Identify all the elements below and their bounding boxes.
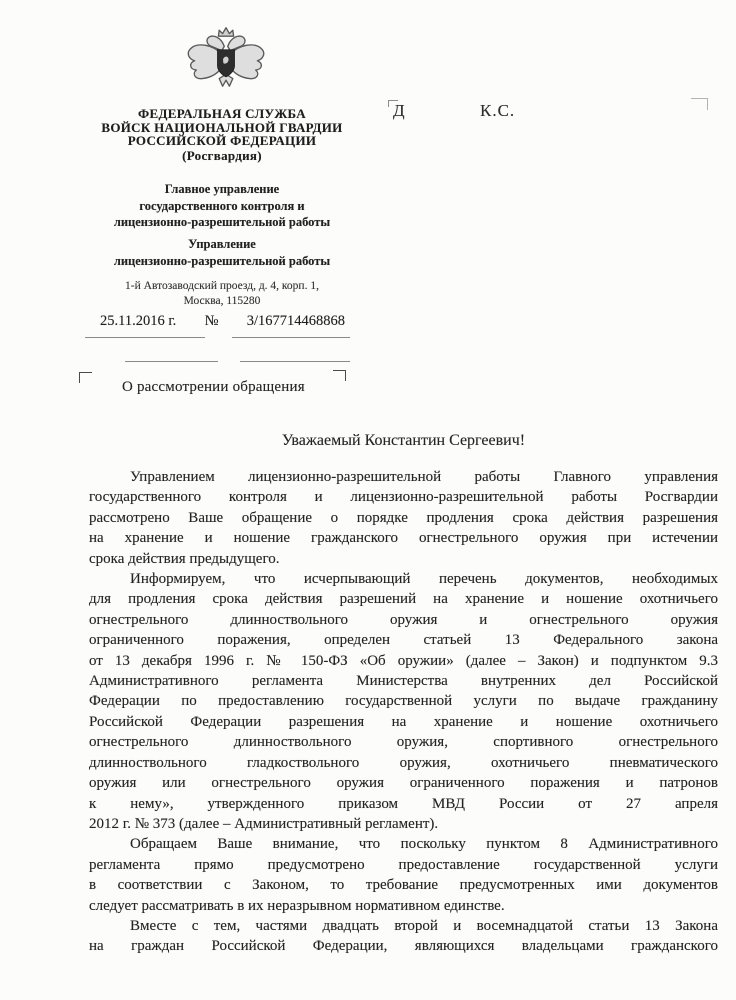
sender-address-line: Москва, 115280 <box>183 295 261 307</box>
text-line: Управлением лицензионно-разрешительной работы Главного управления <box>130 469 718 485</box>
text-line: регламента прямо предусмотрено предоставление государственной услуги <box>89 856 718 873</box>
addressee-corner-mark-right <box>691 98 708 110</box>
agency-name-line: РОССИЙСКОЙ ФЕДЕРАЦИИ <box>127 133 317 148</box>
text-line: срока действия предыдущего. <box>89 550 280 567</box>
text-line: Федерации по предоставлению государственной услуги по выдаче гражданину <box>89 693 718 710</box>
outgoing-date: 25.11.2016 г. <box>100 313 177 329</box>
text-line: длинноствольного гладкоствольного оружия, охотничьего пневматического <box>89 754 718 771</box>
text-line: на хранение и ношение гражданского огнестрельного оружия при истечении <box>89 530 718 547</box>
number-underline <box>232 337 350 338</box>
paragraph <box>89 834 718 916</box>
paragraph <box>89 467 718 569</box>
outgoing-number: 3/167714468868 <box>246 313 345 329</box>
date-underline <box>85 337 205 338</box>
text-line: Обращаем Ваше внимание, что поскольку пунктом 8 Административного <box>130 836 718 853</box>
agency-short-name: (Росгвардия) <box>182 147 262 163</box>
text-line: 2012 г. № 373 (далее – Административный регламент). <box>89 815 439 832</box>
addressee-name-fragment: Д <box>393 101 405 120</box>
sender-address-line: 1-й Автозаводский проезд, д. 4, корп. 1, <box>125 280 319 292</box>
number-sign: № <box>204 313 219 329</box>
body-paragraphs <box>89 467 718 957</box>
directorate-line: Управление <box>188 237 256 251</box>
text-line: для продления срока действия разрешений на хранение и ношение охотничьего <box>89 591 718 608</box>
subject-line: О рассмотрении обращения <box>122 379 305 395</box>
text-line: Административного регламента Министерства внутренних дел Российской <box>89 673 718 690</box>
text-line: в соответствии с Законом, то требование предусмотренных ими документов <box>89 877 718 894</box>
subject-corner-mark-left <box>79 372 92 383</box>
text-line: на граждан Российской Федерации, являющихся владельцами гражданского <box>89 938 718 955</box>
text-line: рассмотрено Ваше обращение о порядке продления срока действия разрешения <box>89 509 718 526</box>
agency-name-line: ФЕДЕРАЛЬНАЯ СЛУЖБА <box>138 106 306 121</box>
text-line: ограниченного поражения, определен статьей 13 Федерального закона <box>89 632 718 649</box>
reference-blank-line <box>240 361 350 362</box>
salutation: Уважаемый Константин Сергеевич! <box>281 432 526 449</box>
text-line: Информируем, что исчерпывающий перечень документов, необходимых <box>130 571 718 588</box>
addressee-initials: К.С. <box>480 101 516 120</box>
directorate-line: лицензионно-разрешительной работы <box>113 253 331 268</box>
text-line: Вместе с тем, частями двадцать второй и восемнадцатой статьи 13 Закона <box>130 917 718 934</box>
text-line: оружия или огнестрельного оружия ограниченного поражения и патронов <box>89 775 718 792</box>
main-directorate-line: Главное управление <box>164 182 280 196</box>
text-line: к нему», утвержденного приказом МВД России от 27 апреля <box>89 795 718 812</box>
paragraph <box>89 916 718 957</box>
paragraph <box>89 569 718 834</box>
text-line: огнестрельного длинноствольного оружия, спортивного огнестрельного <box>89 734 718 751</box>
text-line: от 13 декабря 1996 г. № 150-ФЗ «Об оружии» (далее – Закон) и подпунктом 9.3 <box>89 652 718 669</box>
agency-name-line: ВОЙСК НАЦИОНАЛЬНОЙ ГВАРДИИ <box>101 119 343 135</box>
reference-blank-line <box>125 361 218 362</box>
directorate-block <box>62 236 382 269</box>
main-directorate-line: лицензионно-разрешительной работы <box>113 215 331 229</box>
text-line: Российской Федерации разрешения на хранение и ношение охотничьего <box>89 713 718 730</box>
text-line: государственного контроля и лицензионно-разрешительной работы Росгвардии <box>89 489 718 506</box>
date-number-row <box>100 313 345 330</box>
agency-name-block <box>62 107 382 162</box>
rosgvardia-eagle-emblem-icon <box>183 26 269 104</box>
text-line: следует рассматривать в их неразрывном нормативном единстве. <box>89 897 505 914</box>
main-directorate-block <box>62 181 382 231</box>
main-directorate-line: государственного контроля и <box>139 198 305 213</box>
text-line: огнестрельного длинноствольного оружия и огнестрельного оружия <box>89 611 718 628</box>
subject-corner-mark-right <box>333 370 346 381</box>
sender-address-block <box>62 279 382 309</box>
